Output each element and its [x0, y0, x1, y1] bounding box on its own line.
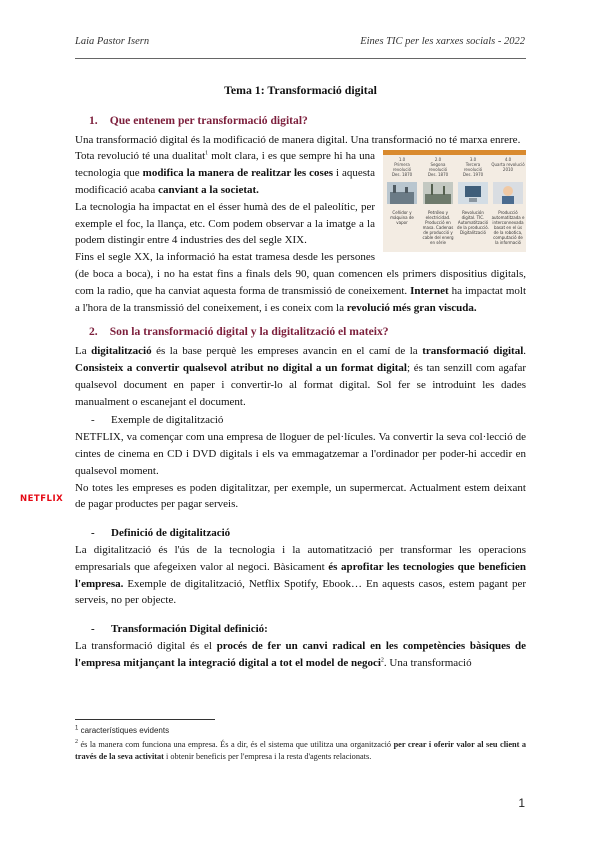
definition-paragraph: La digitalització és l'ús de la tecnologia i la automatització per transformar les operacions empresarials que afegeixen valor al negoci. Bàsicament és aprofitar les tecnologies que beneficien l'empresa. Exemple de digitalització, Netflix Spotify, Ebook… En aquests casos, estem pagant per serveis, no per objecte.: [75, 543, 526, 607]
oil-factory-image: [423, 182, 453, 204]
section-1-paragraph-2: Tota revolució té una dualitat$^1$ molt clara, i es que sempre hi ha una tecnologia que modifica la manera de realitzar les coses i aquesta modificació acaba canviant a la societat.: [75, 150, 375, 196]
figure-col-4-top: 4.0 Quarta revolució 2010: [491, 157, 525, 173]
header-author: Laia Pastor Isern: [75, 36, 150, 47]
section-1-paragraph-4: Fins el segle XX, la informació ha estat tramesa desde les persones (de boca a boca), i no ha estat fins a finals dels 90, quan comencen els primers dispositius digitals, com la radio, que ha canviat aquesta forma de transmissió de coneixement. Internet ha impactat molt a l'hora de la transmissió del coneixement, i es coneix com la revolució més gran viscuda.: [75, 251, 526, 314]
header-divider: [75, 58, 526, 59]
not-all-paragraph: No totes les empreses es poden digitalitzar, per exemple, un supermercat. Actualment estem deixant de pagar productes per pagar serveis.: [75, 481, 526, 511]
definition-heading: - Definició de digitalització: [91, 527, 231, 540]
header-course: Eines TIC per les xarxes socials - 2022: [360, 36, 525, 47]
footnote-1: $^1$ característiques evidents: [75, 725, 170, 735]
example-label: - Exemple de digitalització: [91, 414, 224, 427]
computer-image: [458, 182, 488, 204]
section-1-paragraph-1: Una transformació digital és la modificació de manera digital. Una transformació no té marxa enrere.: [75, 133, 521, 146]
section-2-number: 2.: [89, 325, 98, 339]
td-definition-heading: - Transformación Digital definició:: [91, 623, 268, 636]
figure-col-1-top: 1.0 Primera revolució Des. 1870: [391, 157, 413, 178]
page-number: 1: [518, 796, 525, 810]
section-1-paragraph-3: La tecnologia ha impactat en el ésser humà des de el paleolític, per exemple el foc, la llança, etc. Com podem observar a la imatge a la podem distingir entre 4 industries des del segle XIX.: [75, 200, 375, 247]
figure-col-4-caption: Producció automatitzada e interconnexada basat en el ús de la robotica, computació de la informació: [491, 210, 525, 246]
robot-image: [493, 182, 523, 204]
section-2-paragraph-1: La digitalització és la base perquè les empreses avancin en el camí de la transformació digital. Consisteix a convertir qualsevol atribut no digital a un format digital; és tan senzill com agafar qualsevol document en paper i convertir-lo al format digital. Sol fer se introduint les dades manualment o escanejant el document.: [75, 345, 527, 408]
figure-header-bar: [383, 150, 526, 155]
steam-factory-image: [387, 182, 417, 204]
section-1-heading: [75, 113, 526, 130]
figure-col-3-caption: Revolución digital. TIC. Automatització de la producció. Digitalització: [457, 210, 489, 236]
industrial-revolutions-figure: [383, 150, 526, 252]
netflix-paragraph: NETFLIX, va començar com una empresa de lloguer de pel·lícules. Va convertir la seva col·lecció de cintes de cinema en CD i DVD digitals i els va emmagatzemar a l'ordinador per poder-hi accedir en qualsevol moment.: [75, 431, 526, 477]
section-1-title: Que entenem per transformació digital?: [109, 113, 308, 127]
netflix-logo: NETFLIX: [20, 494, 64, 504]
section-2-heading: [75, 324, 526, 341]
td-definition-paragraph: La transformació digital és el procés de fer un canvi radical en les competències bàsiques de l'empresa mitjançant la integració digital a tot el model de negoci$^2$. Una transformació: [75, 639, 526, 669]
figure-col-3-top: 3.0 Tercera revolució Des. 1970: [462, 157, 484, 178]
footnote-2: $^2$ és la manera com funciona una empresa. És a dir, és el sistema que utilitza una organització per crear i oferir valor al seu client a través de la seva activitat i obtenir beneficis per l'empresa i la resta d'agents relacionats.: [75, 739, 527, 761]
footnote-ref-2[interactable]: 2: [380, 657, 384, 664]
footnote-divider: [75, 719, 215, 720]
figure-col-2-top: 2.0 Segona revolució Des. 1870: [427, 157, 449, 178]
figure-col-2-caption: Petróleo y electricidad. Producció en masa. Cadenas de producció y cable del energ en sèrie: [422, 210, 454, 246]
section-2-title: Son la transformació digital y la digitalització el mateix?: [109, 325, 389, 339]
document-body: [75, 82, 526, 672]
figure-col-1-caption: Ceñidor y máquina de vapor: [390, 210, 414, 226]
page-title: Tema 1: Transformació digital: [224, 83, 377, 97]
section-1-number: 1.: [89, 113, 98, 127]
footnote-ref-1[interactable]: 1: [205, 150, 209, 157]
